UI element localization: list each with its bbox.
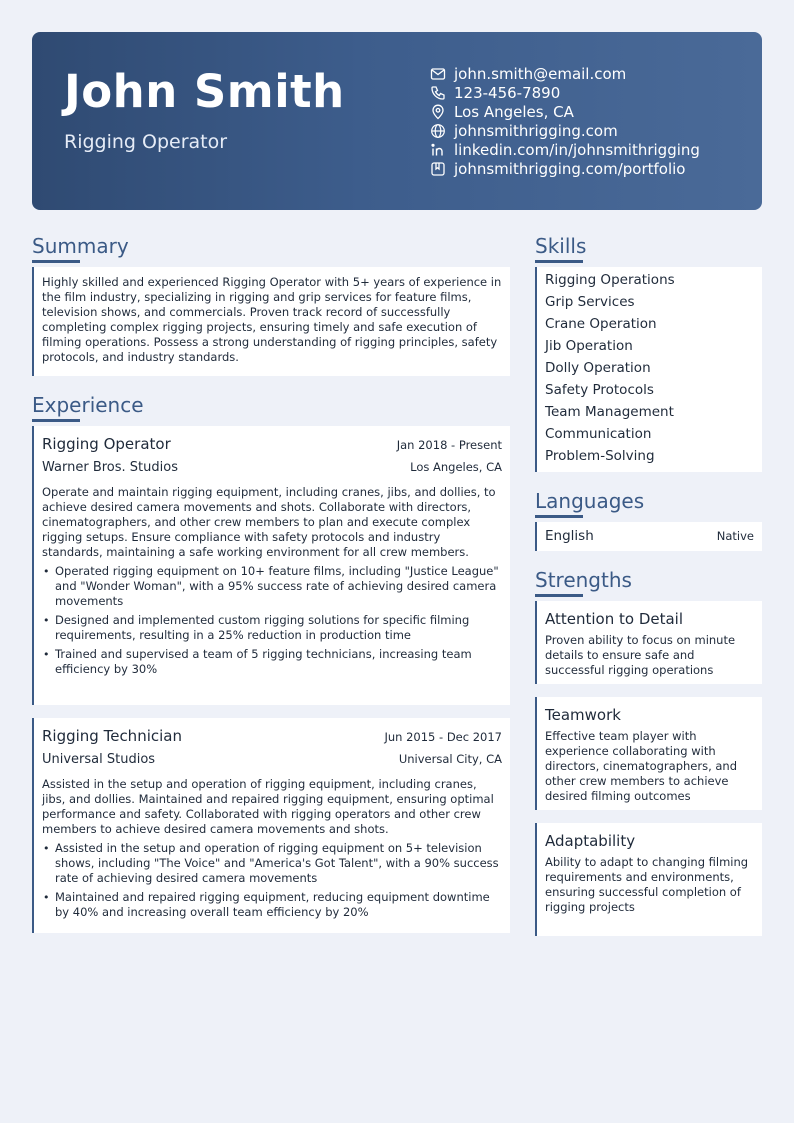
language-item [537, 522, 762, 550]
experience-achievements [42, 841, 502, 920]
mail-icon [430, 66, 446, 82]
achievement-item: • Designed and implemented custom rigging solutions for specific filming requirements, resulting in a 25% reduction in production time [42, 613, 502, 643]
summary-heading: Summary [32, 234, 129, 258]
experience-company: Universal Studios [42, 752, 156, 767]
candidate-name: John Smith [64, 65, 345, 118]
summary-text: Highly skilled and experienced Rigging Operator with 5+ years of experience in the film industry, specializing in rigging and grip services for feature films, television shows, and commercials. Proven track record of successfully completing complex rigging projects, ensuring timely and safe execution of filming operations. Possess a strong understanding of rigging principles, safety protocols, and industry standards. [42, 275, 502, 364]
location-pin-icon [430, 104, 446, 120]
summary-card [32, 267, 510, 376]
contact-portfolio-text: johnsmithrigging.com/portfolio [454, 159, 686, 178]
experience-role: Rigging Technician [42, 727, 182, 745]
contact-list [430, 64, 700, 178]
contact-phone-text: 123-456-7890 [454, 83, 561, 102]
language-level: Native [716, 529, 754, 543]
strength-title: Adaptability [545, 832, 636, 850]
experience-header [42, 727, 502, 745]
contact-email-text: john.smith@email.com [454, 64, 627, 83]
experience-item [32, 718, 510, 933]
contact-location-text: Los Angeles, CA [454, 102, 574, 121]
contact-website[interactable] [430, 121, 700, 140]
contact-phone[interactable] [430, 83, 700, 102]
strength-card [535, 601, 762, 684]
strength-title: Teamwork [545, 706, 621, 724]
skills-heading: Skills [535, 234, 587, 258]
skill-item: Team Management [545, 404, 674, 420]
strengths-heading: Strengths [535, 568, 632, 592]
linkedin-icon [430, 142, 446, 158]
summary-heading-rule [32, 260, 80, 263]
skill-item: Problem-Solving [545, 448, 655, 464]
skill-item: Safety Protocols [545, 382, 654, 398]
strengths-heading-rule [535, 594, 583, 597]
phone-icon [430, 85, 446, 101]
experience-dates: Jan 2018 - Present [396, 438, 502, 452]
languages-heading: Languages [535, 489, 645, 513]
languages-heading-rule [535, 515, 583, 518]
language-name: English [545, 528, 594, 544]
strength-title: Attention to Detail [545, 610, 684, 628]
contact-portfolio[interactable] [430, 159, 700, 178]
globe-icon [430, 123, 446, 139]
contact-linkedin[interactable] [430, 140, 700, 159]
strength-description: Ability to adapt to changing filming requirements and environments, ensuring successful completion of rigging projects [545, 855, 749, 914]
strength-card [535, 823, 762, 936]
experience-description: Operate and maintain rigging equipment, including cranes, jibs, and dollies, to achieve desired camera movements and shots. Collaborate with directors, cinematographers, and other crew members to plan and execute complex rigging setups. Ensure compliance with safety protocols and industry standards, maintaining a safe working environment for all crew members. [42, 485, 496, 559]
strength-description: Proven ability to focus on minute details to ensure safe and successful rigging operations [545, 633, 736, 677]
achievement-item: • Maintained and repaired rigging equipment, reducing equipment downtime by 40% and increasing overall team efficiency by 20% [42, 890, 502, 920]
experience-role: Rigging Operator [42, 435, 171, 453]
achievement-item: • Operated rigging equipment on 10+ feature films, including "Justice League" and "Wonder Woman", with a 95% success rate of achieving desired camera movements [42, 564, 502, 609]
contact-website-text: johnsmithrigging.com [454, 121, 618, 140]
skills-heading-rule [535, 260, 583, 263]
achievement-item: • Assisted in the setup and operation of rigging equipment on 5+ television shows, including "The Voice" and "America's Got Talent", with a 90% success rate of achieving desired camera movements [42, 841, 502, 886]
skill-item: Dolly Operation [545, 360, 651, 376]
candidate-title: Rigging Operator [64, 131, 228, 153]
experience-dates: Jun 2015 - Dec 2017 [384, 730, 502, 744]
experience-heading: Experience [32, 393, 144, 417]
contact-location [430, 102, 700, 121]
experience-location: Los Angeles, CA [410, 460, 502, 474]
experience-company: Warner Bros. Studios [42, 460, 178, 475]
experience-subheader [42, 752, 502, 767]
experience-subheader [42, 460, 502, 475]
contact-linkedin-text: linkedin.com/in/johnsmithrigging [454, 140, 700, 159]
experience-location: Universal City, CA [398, 752, 502, 766]
portfolio-icon [430, 161, 446, 177]
experience-description: Assisted in the setup and operation of rigging equipment, including cranes, jibs, and dollies. Maintained and repaired rigging equipment, ensuring optimal performance and safety. Collaborated with rigging operators and other crew members to achieve desired camera movements and shots. [42, 777, 494, 836]
strength-description: Effective team player with experience collaborating with directors, cinematographers, and other crew members to achieve desired filming outcomes [545, 729, 738, 803]
experience-heading-rule [32, 419, 80, 422]
resume-header [32, 32, 762, 210]
experience-item [32, 426, 510, 705]
skill-item: Rigging Operations [545, 272, 675, 288]
achievement-item: • Trained and supervised a team of 5 rigging technicians, increasing team efficiency by 30% [42, 647, 502, 677]
strength-card [535, 697, 762, 810]
skill-item: Grip Services [545, 294, 635, 310]
experience-achievements [42, 564, 502, 677]
languages-card [535, 522, 762, 551]
contact-email[interactable] [430, 64, 700, 83]
experience-header [42, 435, 502, 453]
skills-card [535, 267, 762, 472]
skill-item: Communication [545, 426, 652, 442]
skill-item: Jib Operation [545, 338, 633, 354]
skill-item: Crane Operation [545, 316, 657, 332]
